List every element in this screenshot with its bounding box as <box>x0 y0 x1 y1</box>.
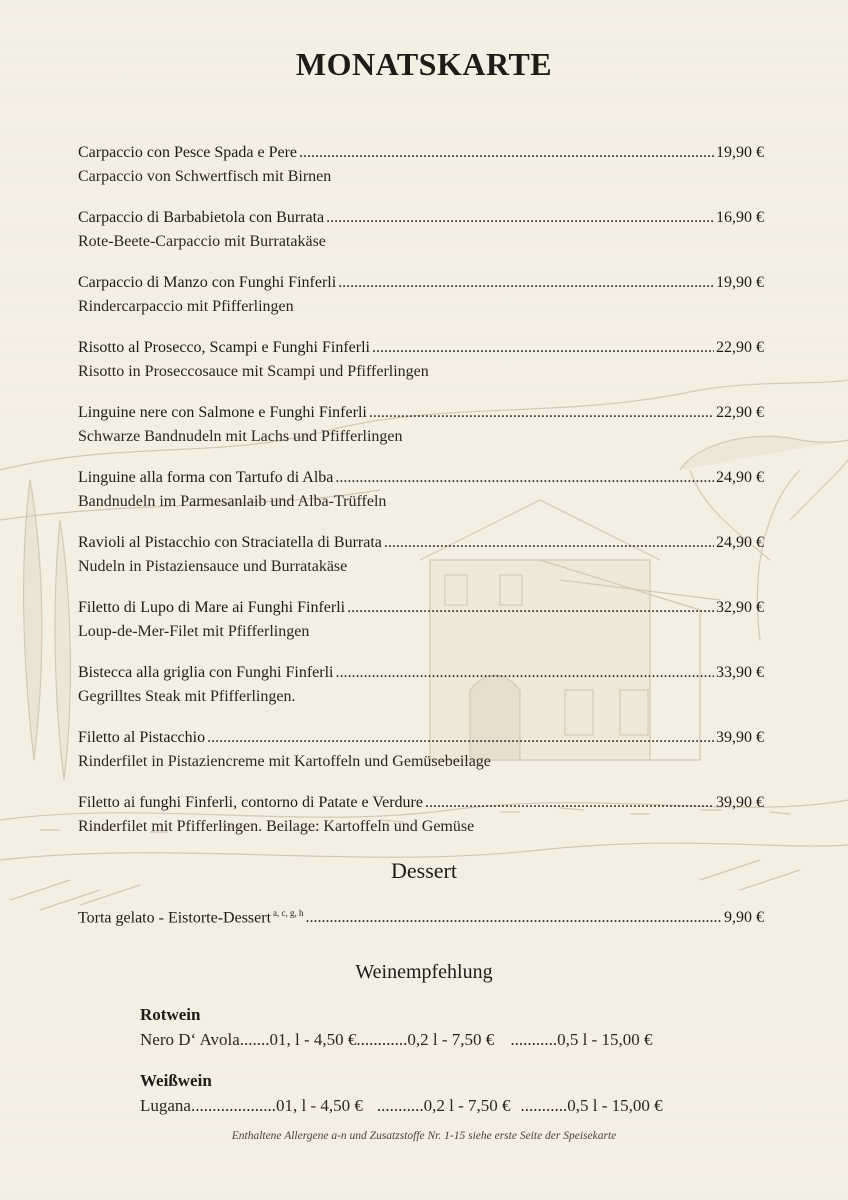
wine-heading: Weinempfehlung <box>355 961 493 983</box>
menu-item <box>78 533 764 578</box>
leader-dots <box>425 793 714 813</box>
wine-price-small: 01, l - 4,50 € <box>269 1030 357 1049</box>
leader-dots <box>372 338 714 358</box>
menu-item <box>78 793 764 838</box>
item-price: 32,90 € <box>716 599 764 616</box>
item-name: Linguine nere con Salmone e Funghi Finferli <box>78 404 367 421</box>
item-price: 39,90 € <box>716 729 764 746</box>
leader-dots <box>299 143 714 163</box>
item-price: 19,90 € <box>716 144 764 161</box>
item-description: Nudeln in Pistaziensauce und Burratakäse <box>78 558 348 575</box>
item-price: 33,90 € <box>716 664 764 681</box>
wine-white-block <box>140 1071 740 1116</box>
item-description: Schwarze Bandnudeln mit Lachs und Pfifferlingen <box>78 428 403 445</box>
item-description: Rindercarpaccio mit Pfifferlingen <box>78 298 294 315</box>
item-name: Bistecca alla griglia con Funghi Finferli <box>78 664 334 681</box>
item-price: 16,90 € <box>716 209 764 226</box>
dessert-price: 9,90 € <box>724 909 764 927</box>
item-name: Carpaccio con Pesce Spada e Pere <box>78 144 298 161</box>
menu-item <box>78 468 764 513</box>
wine-price-large: 0,5 l - 15,00 € <box>557 1030 653 1049</box>
menu-item <box>78 598 764 643</box>
wine-price-medium: 0,2 l - 7,50 € <box>423 1096 511 1115</box>
wine-price-medium: 0,2 l - 7,50 € <box>407 1030 495 1049</box>
wine-red-block <box>140 1005 740 1050</box>
allergen-codes: a, c, g, h <box>273 908 304 918</box>
menu-item <box>78 663 764 708</box>
wine-price-small: 01, l - 4,50 € <box>275 1096 363 1115</box>
item-description: Risotto in Proseccosauce mit Scampi und Pfifferlingen <box>78 363 429 380</box>
leader-dots <box>326 208 714 228</box>
item-name: Filetto ai funghi Finferli, contorno di Patate e Verdure <box>78 794 423 811</box>
item-price: 19,90 € <box>716 274 764 291</box>
leader-dots <box>369 403 714 423</box>
wine-category-white: Weißwein <box>140 1071 212 1090</box>
leader-dots <box>384 533 714 553</box>
item-name: Carpaccio di Manzo con Funghi Finferli <box>78 274 337 291</box>
item-price: 22,90 € <box>716 339 764 356</box>
item-price: 24,90 € <box>716 469 764 486</box>
item-price: 39,90 € <box>716 794 764 811</box>
menu-item <box>78 728 764 773</box>
wine-name: Lugana <box>140 1096 191 1115</box>
leader-dots <box>335 468 714 488</box>
menu-item <box>78 208 764 253</box>
menu-item <box>78 273 764 318</box>
menu-item <box>78 338 764 383</box>
item-description: Bandnudeln im Parmesanlaib und Alba-Trüffeln <box>78 493 387 510</box>
wine-row-red: Nero D‘ Avola.......01, l - 4,50 €............0,2 l - 7,50 € ...........0,5 l - 15,00 € <box>140 1030 653 1049</box>
leader-dots <box>347 598 714 618</box>
leader-dots <box>336 663 715 683</box>
leader-dots <box>338 273 714 293</box>
wine-price-large: 0,5 l - 15,00 € <box>567 1096 663 1115</box>
leader-dots <box>306 908 722 928</box>
wine-name: Nero D‘ Avola <box>140 1030 240 1049</box>
dessert-name: Torta gelato - Eistorte-Dessert $^{a, c, g, h}$ <box>78 908 304 927</box>
item-description: Rote-Beete-Carpaccio mit Burratakäse <box>78 233 326 250</box>
item-name: Carpaccio di Barbabietola con Burrata <box>78 209 325 226</box>
dessert-heading: Dessert <box>391 858 457 883</box>
item-description: Carpaccio von Schwertfisch mit Birnen <box>78 168 332 185</box>
item-description: Rinderfilet mit Pfifferlingen. Beilage: Kartoffeln und Gemüse <box>78 818 475 835</box>
menu-item <box>78 403 764 448</box>
item-price: 22,90 € <box>716 404 764 421</box>
dessert-item <box>78 903 764 928</box>
wine-row-white: Lugana....................01, l - 4,50 € ...........0,2 l - 7,50 € ...........0,5 l - 15,00 € <box>140 1096 663 1115</box>
leader-dots <box>207 728 714 748</box>
wine-category-red: Rotwein <box>140 1005 201 1024</box>
item-description: Rinderfilet in Pistaziencreme mit Kartoffeln und Gemüsebeilage <box>78 753 491 770</box>
page-title: MONATSKARTE <box>295 46 553 82</box>
item-description: Loup-de-Mer-Filet mit Pfifferlingen <box>78 623 310 640</box>
allergen-footnote: Enthaltene Allergene a-n und Zusatzstoffe Nr. 1-15 siehe erste Seite der Speisekarte <box>231 1130 617 1142</box>
item-price: 24,90 € <box>716 534 764 551</box>
item-name: Linguine alla forma con Tartufo di Alba <box>78 469 334 486</box>
menu-item <box>78 143 764 188</box>
item-name: Risotto al Prosecco, Scampi e Funghi Finferli <box>78 339 370 356</box>
item-name: Filetto al Pistacchio <box>78 729 206 746</box>
item-name: Filetto di Lupo di Mare ai Funghi Finferli <box>78 599 346 616</box>
item-name: Ravioli al Pistacchio con Straciatella di Burrata <box>78 534 382 551</box>
item-description: Gegrilltes Steak mit Pfifferlingen. <box>78 688 296 705</box>
